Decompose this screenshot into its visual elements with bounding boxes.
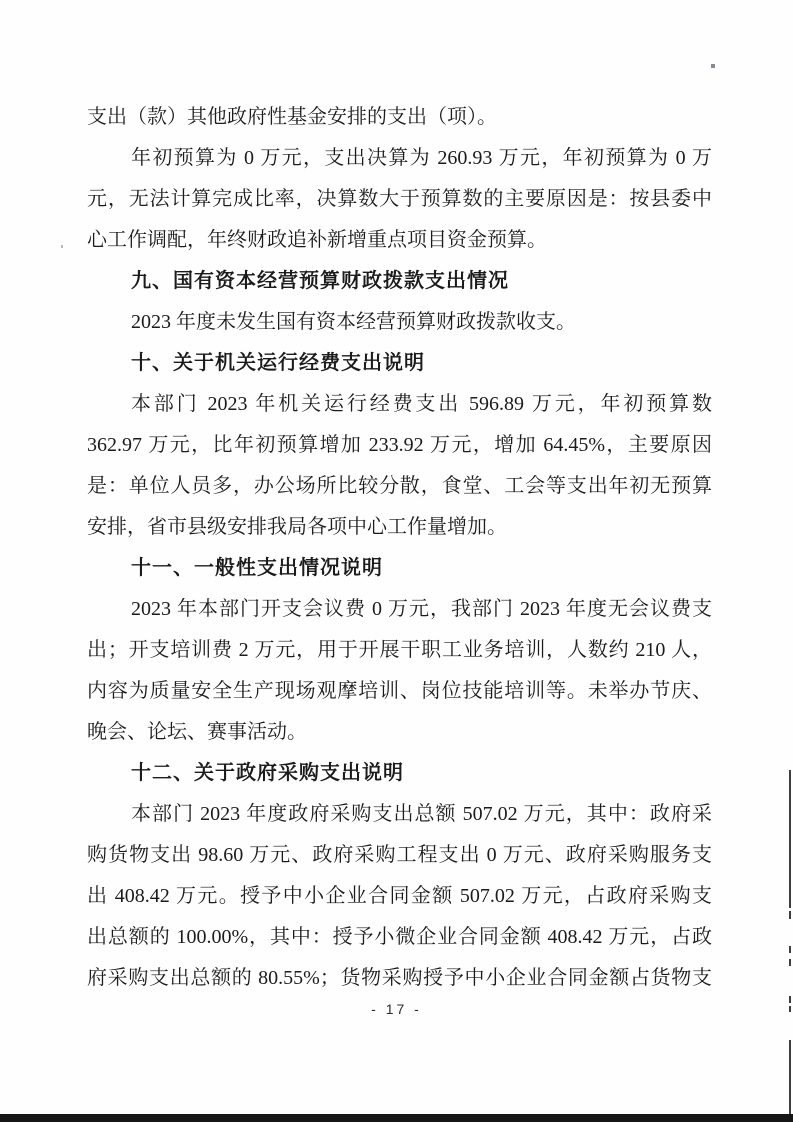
body-text-line: 府采购支出总额的 80.55%；货物采购授予中小企业合同金额占货物支 xyxy=(87,967,712,989)
section-heading: 十、关于机关运行经费支出说明 xyxy=(131,352,425,374)
body-text-line: 安排，省市县级安排我局各项中心工作量增加。 xyxy=(87,516,507,538)
scan-edge-line xyxy=(789,959,791,966)
body-text-line: 2023 年度未发生国有资本经营预算财政拨款收支。 xyxy=(131,311,576,333)
scan-edge-line xyxy=(789,996,791,1003)
text-block xyxy=(87,97,712,999)
body-text-line: 年初预算为 0 万元，支出决算为 260.93 万元，年初预算为 0 万 xyxy=(131,147,712,169)
body-text-line: 出；开支培训费 2 万元，用于开展干职工业务培训，人数约 210 人， xyxy=(87,639,712,661)
body-text-line: 内容为质量安全生产现场观摩培训、岗位技能培训等。未举办节庆、 xyxy=(87,680,712,702)
body-text-line: 晚会、论坛、赛事活动。 xyxy=(87,721,307,743)
scan-speck xyxy=(711,64,715,68)
section-heading: 九、国有资本经营预算财政拨款支出情况 xyxy=(131,270,509,292)
body-text-line: 本部门 2023 年度政府采购支出总额 507.02 万元，其中：政府采 xyxy=(131,803,712,825)
body-text-line: 出总额的 100.00%，其中：授予小微企业合同金额 408.42 万元，占政 xyxy=(87,926,712,948)
body-text-line: 元，无法计算完成比率，决算数大于预算数的主要原因是：按县委中 xyxy=(87,188,712,210)
body-text-line: 心工作调配，年终财政追补新增重点项目资金预算。 xyxy=(87,229,547,251)
scan-edge-line xyxy=(789,770,791,908)
scan-edge-bottom xyxy=(0,1114,793,1122)
section-heading: 十一、一般性支出情况说明 xyxy=(131,557,383,579)
scan-edge-line xyxy=(789,911,791,919)
page-number: - 17 - xyxy=(371,1001,422,1017)
body-text-line: 本部门 2023 年机关运行经费支出 596.89 万元，年初预算数 xyxy=(131,393,712,415)
scan-edge-line xyxy=(789,1006,791,1012)
section-heading: 十二、关于政府采购支出说明 xyxy=(131,762,404,784)
scan-speck xyxy=(61,245,63,248)
body-text-line: 支出（款）其他政府性基金安排的支出（项）。 xyxy=(87,106,497,128)
scan-edge-line xyxy=(789,946,791,953)
body-text-line: 购货物支出 98.60 万元、政府采购工程支出 0 万元、政府采购服务支 xyxy=(87,844,712,866)
body-text-line: 362.97 万元，比年初预算增加 233.92 万元，增加 64.45%，主要原因 xyxy=(87,434,712,456)
body-text-line: 2023 年本部门开支会议费 0 万元，我部门 2023 年度无会议费支 xyxy=(131,598,712,620)
scan-edge-line xyxy=(789,1040,791,1114)
body-text-line: 是：单位人员多，办公场所比较分散，食堂、工会等支出年初无预算 xyxy=(87,475,712,497)
body-text-line: 出 408.42 万元。授予中小企业合同金额 507.02 万元，占政府采购支 xyxy=(87,885,712,907)
